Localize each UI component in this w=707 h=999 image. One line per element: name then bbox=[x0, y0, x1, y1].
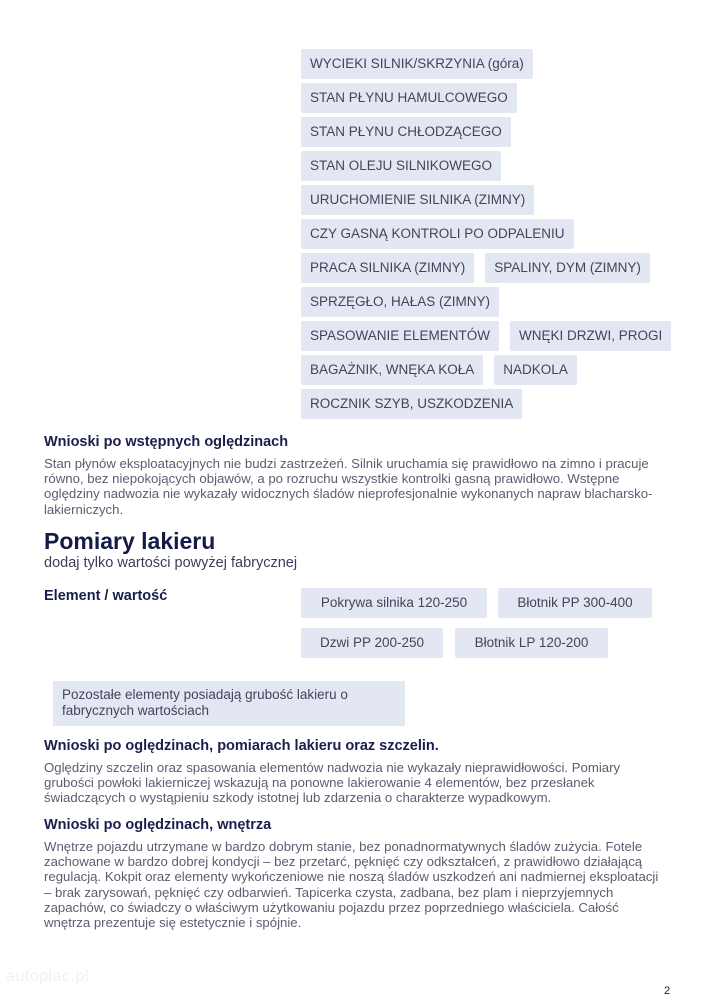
paint-subtitle: dodaj tylko wartości powyżej fabrycznej bbox=[44, 555, 298, 571]
paint-conclusions-heading: Wnioski po oględzinach, pomiarach lakieru oraz szczelin. bbox=[44, 738, 439, 754]
tag-engine-work: PRACA SILNIKA (ZIMNY) bbox=[301, 253, 474, 283]
tag-cold-start: URUCHOMIENIE SILNIKA (ZIMNY) bbox=[301, 185, 534, 215]
tag-row bbox=[301, 321, 661, 351]
page-number: 2 bbox=[664, 985, 671, 997]
tag-wheel-arches: NADKOLA bbox=[494, 355, 577, 385]
tag-engine-oil: STAN OLEJU SILNIKOWEGO bbox=[301, 151, 501, 181]
tag-row bbox=[301, 117, 661, 147]
initial-conclusions-section bbox=[44, 434, 664, 517]
interior-conclusions-text: Wnętrze pojazdu utrzymane w bardzo dobrym stanie, bez ponadnormatywnych śladów zużycia. Fotele zachowane w bardzo dobrej kondycji – bez przetarć, pęknięć czy odkształceń, z prawidłowo działającą regulacją. Kokpit oraz elementy wykończeniowe nie noszą śladów uszkodzeń ani nadmiernej eksploatacji – brak zarysowań, pęknięć czy odbarwień. Tapicerka czysta, zadbana, bez plam i nieprzyjemnych zapachów, co świadczy o właściwym użytkowaniu pojazdu przez poprzedniego właściciela. Całość wnętrza prezentuje się estetycznie i spójnie. bbox=[44, 839, 659, 931]
interior-conclusions-heading: Wnioski po oględzinach, wnętrza bbox=[44, 817, 272, 833]
tag-row bbox=[301, 355, 661, 385]
tag-row bbox=[301, 185, 661, 215]
tag-clutch: SPRZĘGŁO, HAŁAS (ZIMNY) bbox=[301, 287, 499, 317]
paint-title: Pomiary lakieru bbox=[44, 528, 216, 554]
tag-row bbox=[301, 389, 661, 419]
tag-panel-fit: SPASOWANIE ELEMENTÓW bbox=[301, 321, 499, 351]
measurement-door-fr: Dzwi PP 200-250 bbox=[301, 628, 443, 658]
initial-conclusions-text: Stan płynów eksploatacyjnych nie budzi zastrzeżeń. Silnik uruchamia się prawidłowo na zimno i pracuje równo, bez niepokojących objawów, a po rozruchu wszystkie kontrolki gasną prawidłowo. Wstępne oględziny nadwozia nie wykazały widocznych śladów nieprofesjonalnie wykonanych napraw blacharsko-lakierniczych. bbox=[44, 456, 653, 517]
inspection-tags bbox=[301, 49, 661, 419]
tag-row bbox=[301, 253, 661, 283]
measurement-fender-fl: Błotnik LP 120-200 bbox=[455, 628, 608, 658]
element-value-label: Element / wartość bbox=[44, 588, 168, 604]
tag-trunk: BAGAŻNIK, WNĘKA KOŁA bbox=[301, 355, 483, 385]
tag-coolant: STAN PŁYNU CHŁODZĄCEGO bbox=[301, 117, 511, 147]
tag-row bbox=[301, 49, 661, 79]
paint-note: Pozostałe elementy posiadają grubość lakieru o fabrycznych wartościach bbox=[53, 681, 405, 726]
tag-exhaust-smoke: SPALINY, DYM (ZIMNY) bbox=[485, 253, 650, 283]
tag-glass: ROCZNIK SZYB, USZKODZENIA bbox=[301, 389, 522, 419]
measurement-engine-hood: Pokrywa silnika 120-250 bbox=[301, 588, 487, 618]
paint-conclusions-section bbox=[44, 738, 664, 806]
tag-brake-fluid: STAN PŁYNU HAMULCOWEGO bbox=[301, 83, 517, 113]
tag-door-sills: WNĘKI DRZWI, PROGI bbox=[510, 321, 671, 351]
measurement-fender-fr: Błotnik PP 300-400 bbox=[498, 588, 652, 618]
tag-warning-lights: CZY GASNĄ KONTROLI PO ODPALENIU bbox=[301, 219, 574, 249]
tag-row bbox=[301, 287, 661, 317]
tag-leaks: WYCIEKI SILNIK/SKRZYNIA (góra) bbox=[301, 49, 533, 79]
tag-row bbox=[301, 83, 661, 113]
tag-row bbox=[301, 219, 661, 249]
paint-conclusions-text: Oględziny szczelin oraz spasowania elementów nadwozia nie wykazały nieprawidłowości. Pomiary grubości powłoki lakierniczej wskazują na ponowne lakierowanie 4 elementów, bez przesłanek świadczących o wystąpieniu szkody istotnej lub zdarzenia o charakterze wypadkowym. bbox=[44, 760, 621, 806]
watermark-logo: autoplac.pl bbox=[6, 968, 89, 985]
tag-row bbox=[301, 151, 661, 181]
interior-conclusions-section bbox=[44, 817, 664, 930]
initial-conclusions-heading: Wnioski po wstępnych oględzinach bbox=[44, 434, 289, 450]
